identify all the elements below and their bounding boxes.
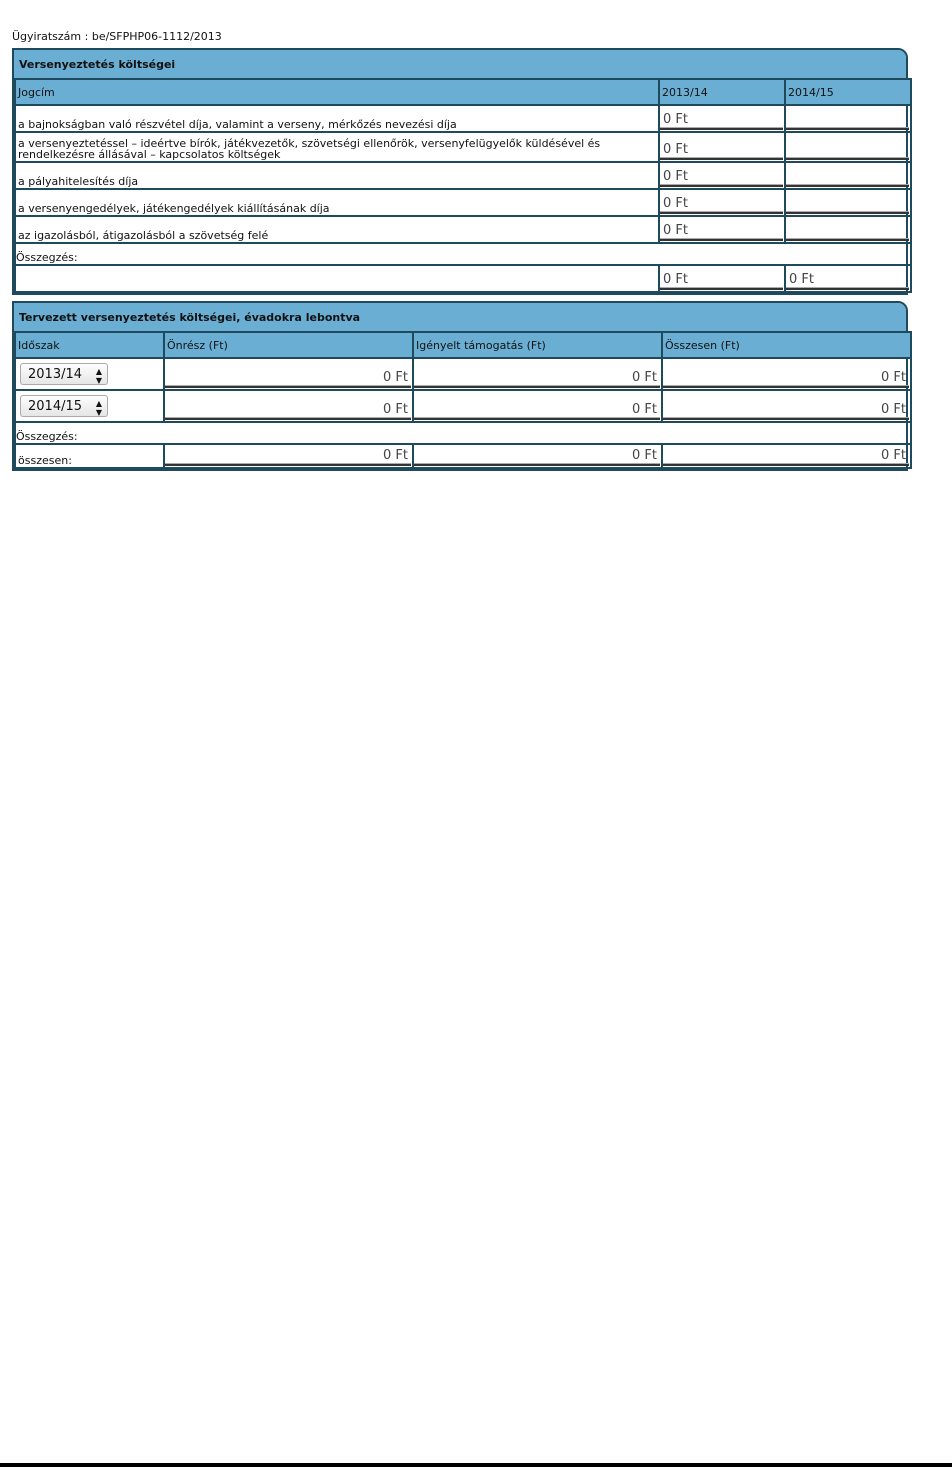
table-row	[15, 216, 911, 243]
amount-input[interactable]	[786, 221, 909, 241]
row-label: a bajnokságban való részvétel díja, valamint a verseny, mérkőzés nevezési díja	[15, 105, 659, 132]
summary-label: Összegzés:	[15, 422, 911, 444]
amount-input[interactable]: 0 Ft	[660, 110, 783, 130]
own-share-input[interactable]: 0 Ft	[165, 400, 411, 420]
col-header-2013-14: 2013/14	[659, 79, 785, 105]
summary-value: 0 Ft	[786, 270, 909, 290]
case-number: Ügyiratszám : be/SFPHP06-1112/2013	[12, 30, 222, 43]
total-value: 0 Ft	[663, 400, 909, 420]
summary-row	[15, 444, 911, 468]
amount-input[interactable]	[786, 140, 909, 160]
summary-empty-cell	[15, 265, 659, 292]
bottom-border	[0, 1463, 952, 1467]
competition-costs-panel	[12, 48, 908, 295]
table-row	[15, 105, 911, 132]
amount-input[interactable]	[786, 194, 909, 214]
row-label: az igazolásból, átigazolásból a szövetség felé	[15, 216, 659, 243]
row-label: a versenyengedélyek, játékengedélyek kiállításának díja	[15, 189, 659, 216]
updown-chevron-icon: ▲ ▼	[95, 367, 102, 385]
amount-input[interactable]	[786, 110, 909, 130]
col-header-2014-15: 2014/15	[785, 79, 911, 105]
table-row	[15, 390, 911, 422]
col-header-total: Összesen (Ft)	[662, 332, 911, 358]
table-row	[15, 132, 911, 162]
period-select-value: 2013/14	[28, 367, 83, 382]
total-value: 0 Ft	[663, 368, 909, 388]
updown-chevron-icon: ▲ ▼	[95, 399, 102, 417]
col-header-own-share: Önrész (Ft)	[164, 332, 413, 358]
table-row	[15, 189, 911, 216]
amount-input[interactable]: 0 Ft	[660, 194, 783, 214]
row-label: a versenyeztetéssel – ideértve bírók, játékvezetők, szövetségi ellenőrök, versenyfelügyelők küldésével és rendelkezésre állásával – kapcsolatos költségek	[15, 132, 659, 162]
planned-costs-table	[14, 331, 912, 469]
period-select-value: 2014/15	[28, 399, 83, 414]
amount-input[interactable]: 0 Ft	[660, 140, 783, 160]
period-select[interactable]	[20, 363, 108, 385]
period-select[interactable]	[20, 395, 108, 417]
grand-total: 0 Ft	[663, 446, 909, 466]
own-share-total: 0 Ft	[165, 446, 411, 466]
amount-input[interactable]	[786, 167, 909, 187]
competition-costs-title: Versenyeztetés költségei	[14, 50, 906, 78]
own-share-input[interactable]: 0 Ft	[165, 368, 411, 388]
competition-costs-table	[14, 78, 912, 293]
total-label: összesen:	[15, 444, 164, 468]
row-label: a pályahitelesítés díja	[15, 162, 659, 189]
planned-costs-title: Tervezett versenyeztetés költségei, évadokra lebontva	[14, 303, 906, 331]
table-row	[15, 358, 911, 390]
amount-input[interactable]: 0 Ft	[660, 167, 783, 187]
planned-costs-panel	[12, 301, 908, 471]
col-header-title: Jogcím	[15, 79, 659, 105]
summary-row	[15, 265, 911, 292]
requested-support-total: 0 Ft	[414, 446, 660, 466]
col-header-requested-support: Igényelt támogatás (Ft)	[413, 332, 662, 358]
amount-input[interactable]: 0 Ft	[660, 221, 783, 241]
requested-support-input[interactable]: 0 Ft	[414, 368, 660, 388]
col-header-period: Időszak	[15, 332, 164, 358]
table-row	[15, 162, 911, 189]
requested-support-input[interactable]: 0 Ft	[414, 400, 660, 420]
summary-value: 0 Ft	[660, 270, 783, 290]
summary-label: Összegzés:	[15, 243, 911, 265]
